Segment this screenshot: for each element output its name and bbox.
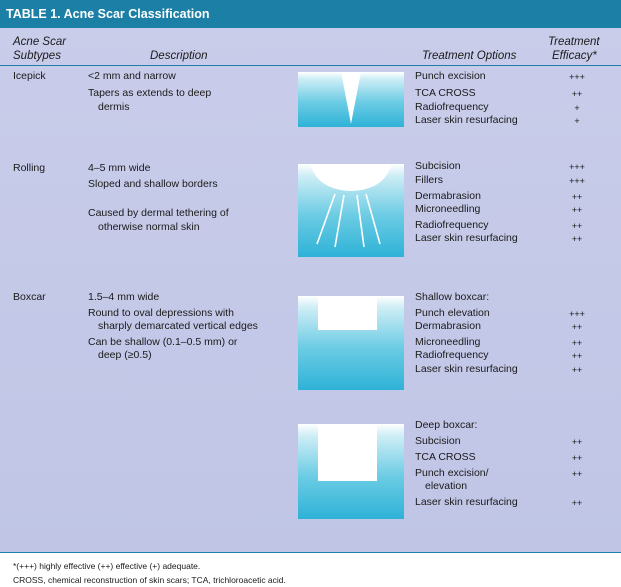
header-efficacy-2: Efficacy* <box>552 50 597 62</box>
header-divider <box>0 65 621 66</box>
treatment-item: Subcision <box>415 160 461 172</box>
treatment-item: Laser skin resurfacing <box>415 232 518 244</box>
treatment-item: Laser skin resurfacing <box>415 363 518 375</box>
subtype-rolling: Rolling <box>13 162 46 174</box>
description-line: dermis <box>98 101 130 113</box>
shallow-boxcar-shape <box>298 296 404 390</box>
description-line: sharply demarcated vertical edges <box>98 320 258 332</box>
icepick-shape <box>298 72 404 127</box>
header-subtypes-2: Subtypes <box>13 50 61 62</box>
description-line: Tapers as extends to deep <box>88 87 212 99</box>
treatment-item: Laser skin resurfacing <box>415 114 518 126</box>
description-line: 1.5–4 mm wide <box>88 291 160 303</box>
deep-boxcar-shape <box>298 424 404 519</box>
treatment-item: TCA CROSS <box>415 451 476 463</box>
treatment-item: Punch excision/ <box>415 467 489 479</box>
treatment-item: Subcision <box>415 435 461 447</box>
shallow-boxcar-illustration <box>298 296 404 390</box>
footnote-efficacy: *(+++) highly effective (++) effective (+) adequate. <box>13 561 201 571</box>
efficacy-value: ++ <box>571 351 583 361</box>
treatment-item: Dermabrasion <box>415 190 481 202</box>
efficacy-value: +++ <box>569 162 585 172</box>
efficacy-value: ++ <box>571 453 583 463</box>
efficacy-value: +++ <box>569 176 585 186</box>
efficacy-value: ++ <box>571 469 583 479</box>
treatment-item: Dermabrasion <box>415 320 481 332</box>
efficacy-value: ++ <box>571 437 583 447</box>
treatment-item: Radiofrequency <box>415 219 489 231</box>
shallow-boxcar-heading: Shallow boxcar: <box>415 291 490 303</box>
description-line: deep (≥0.5) <box>98 349 152 361</box>
subtype-icepick: Icepick <box>13 70 46 82</box>
efficacy-value: +++ <box>569 72 585 82</box>
efficacy-value: ++ <box>571 322 583 332</box>
header-subtypes-1: Acne Scar <box>13 36 67 48</box>
efficacy-value: ++ <box>571 338 583 348</box>
header-efficacy-1: Treatment <box>548 36 600 48</box>
table-bottom-divider <box>0 552 621 553</box>
description-line: <2 mm and narrow <box>88 70 176 82</box>
efficacy-value: + <box>574 116 580 126</box>
description-line: Round to oval depressions with <box>88 307 234 319</box>
deep-boxcar-illustration <box>298 424 404 519</box>
treatment-item: Microneedling <box>415 336 481 348</box>
efficacy-value: ++ <box>571 234 583 244</box>
table-title: TABLE 1. Acne Scar Classification <box>0 0 621 28</box>
footnote-abbreviations: CROSS, chemical reconstruction of skin scars; TCA, trichloroacetic acid. <box>13 575 286 585</box>
efficacy-value: ++ <box>571 192 583 202</box>
efficacy-value: +++ <box>569 309 585 319</box>
rolling-shape <box>298 164 404 257</box>
header-description: Description <box>150 50 208 62</box>
efficacy-value: ++ <box>571 89 583 99</box>
description-line: 4–5 mm wide <box>88 162 151 174</box>
treatment-item: Punch excision <box>415 70 486 82</box>
treatment-item: Microneedling <box>415 203 481 215</box>
description-line: Caused by dermal tethering of <box>88 207 229 219</box>
treatment-item: Radiofrequency <box>415 349 489 361</box>
treatment-item: TCA CROSS <box>415 87 476 99</box>
description-line: otherwise normal skin <box>98 221 200 233</box>
treatment-item: elevation <box>425 480 468 492</box>
treatment-item: Radiofrequency <box>415 101 489 113</box>
deep-boxcar-heading: Deep boxcar: <box>415 419 478 431</box>
subtype-boxcar: Boxcar <box>13 291 46 303</box>
efficacy-value: ++ <box>571 498 583 508</box>
icepick-scar-illustration <box>298 72 404 127</box>
efficacy-value: ++ <box>571 365 583 375</box>
description-line: Sloped and shallow borders <box>88 178 218 190</box>
treatment-item: Fillers <box>415 174 443 186</box>
treatment-item: Laser skin resurfacing <box>415 496 518 508</box>
efficacy-value: ++ <box>571 205 583 215</box>
efficacy-value: + <box>574 103 580 113</box>
description-line: Can be shallow (0.1–0.5 mm) or <box>88 336 238 348</box>
header-treatment: Treatment Options <box>422 50 517 62</box>
rolling-scar-illustration <box>298 164 404 257</box>
treatment-item: Punch elevation <box>415 307 490 319</box>
efficacy-value: ++ <box>571 221 583 231</box>
